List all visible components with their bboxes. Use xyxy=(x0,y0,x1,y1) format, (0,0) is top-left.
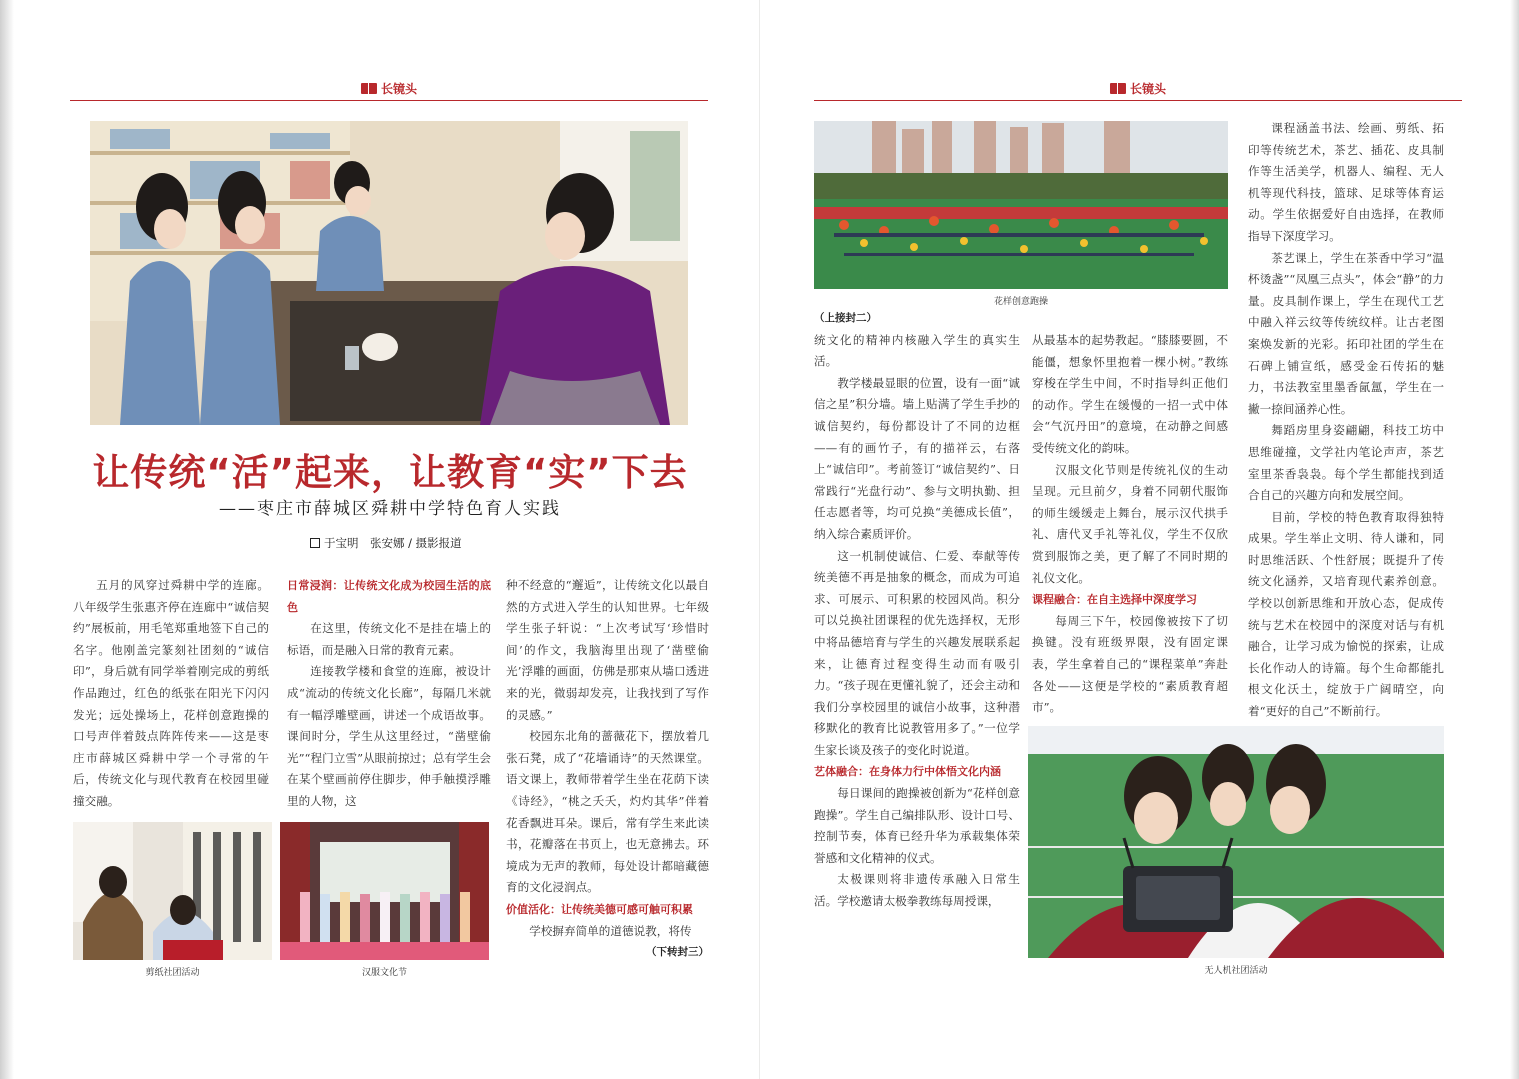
paragraph: 五月的风穿过舜耕中学的连廊。八年级学生张惠齐停在连廊中“诚信契约”展板前，用毛笔郑重地签下自己的名字。他刚盖完篆刻社团刻的“诚信印”，身后就有同学举着刚完成的剪纸作品跑过，红色的纸张在阳光下闪闪发光；远处操场上，花样创意跑操的口号声伴着鼓点阵阵传来——这是枣庄市薛城区舜耕中学一个寻常的午后，传统文化与现代教育在校园里碰撞交融。 xyxy=(73,578,269,808)
right-column-1 xyxy=(814,308,1020,913)
square-icon xyxy=(310,538,320,548)
paragraph: 学校摒弃简单的道德说教，将传 xyxy=(529,923,692,938)
papercut-photo xyxy=(73,822,272,960)
photo-caption: 花样创意跑操 xyxy=(993,297,1048,307)
paragraph: 校园东北角的蔷薇花下，摆放着几张石凳，成了“花墙诵诗”的天然课堂。语文课上，教师带着学生坐在花荫下读《诗经》，“桃之夭夭，灼灼其华”伴着花香飘进耳朵。课后，常有学生来此读书，花瓣落在书页上，也无意拂去。环境成为无声的教师，每处设计都暗藏德育的文化浸润点。 xyxy=(506,729,709,895)
paragraph: 课程涵盖书法、绘画、剪纸、拓印等传统艺术，茶艺、插花、皮具制作等生活美学，机器人、编程、无人机等现代科技，篮球、足球等体育运动。学生依据爱好自由选择，在教师指导下深度学习。 xyxy=(1248,121,1444,243)
book-icon xyxy=(361,83,377,94)
paragraph: 种不经意的“邂逅”，让传统文化以最自然的方式进入学生的认知世界。七年级学生张子轩说：“上次考试写‘珍惜时间’的作文，我脑海里出现了‘凿壁偷光’浮雕的画面，仿佛是那束从墙口透进来的光，微弱却发亮，让我找到了写作的灵感。” xyxy=(506,578,709,722)
photo-caption: 剪纸社团活动 xyxy=(145,968,200,978)
paragraph: 教学楼最显眼的位置，设有一面“诚信之星”积分墙。墙上贴满了学生手抄的诚信契约，每份都设计了不同的边框——有的画竹子，有的描祥云，右落上“诚信印”。考前签订“诚信契约”、日常践行“光盘行动”、参与文明执勤、担任志愿者等，均可兑换“美德成长值”，纳入综合素质评价。 xyxy=(814,375,1020,541)
byline xyxy=(310,535,462,551)
paragraph: 从最基本的起势教起。“膝膝要圆，不能僵，想象怀里抱着一棵小树。”教练穿梭在学生中间，不时指导纠正他们的动作。学生在缓慢的一招一式中体会“气沉丹田”的意境，在动静之间感受传统文化的韵味。 xyxy=(1032,333,1228,455)
hanfu-festival-photo xyxy=(280,822,489,960)
running-exercise-photo xyxy=(814,121,1228,289)
paragraph: 连接教学楼和食堂的连廊，被设计成“流动的传统文化长廊”，每隔几米就有一幅浮雕壁画，讲述一个成语故事。课间时分，学生从这里经过，“凿壁偷光”“程门立雪”从眼前掠过；总有学生会在某个壁画前停住脚步，伸手触摸浮雕里的人物，这 xyxy=(287,664,491,808)
right-column-2 xyxy=(1032,330,1228,719)
paragraph: 每周三下午，校园像被按下了切换键。没有班级界限，没有固定课表，学生拿着自己的“课程菜单”奔赴各处——这便是学校的“素质教育超市”。 xyxy=(1032,613,1228,715)
section-logo xyxy=(1110,80,1166,97)
paragraph: 每日课间的跑操被创新为“花样创意跑操”。学生自己编排队形、设计口号、控制节奏，体育已经升华为承载集体荣誉感和文化精神的仪式。 xyxy=(814,786,1020,865)
right-page xyxy=(760,0,1519,1079)
paragraph: 目前，学校的特色教育取得独特成果。学生举止文明、待人谦和，同时思维活跃、个性舒展；既提升了传统文化涵养，又培育现代素养创意。学校以创新思维和开放心态，促成传统与艺术在校园中的深度对话与有机融合，让学习成为愉悦的探索，让成长化作动人的诗篇。每个生命都能扎根文化沃土，绽放于广阔晴空，向着“更好的自己”不断前行。 xyxy=(1248,509,1444,719)
paragraph: 这一机制使诚信、仁爱、奉献等传统美德不再是抽象的概念，而成为可追求、可展示、可积累的校园风尚。积分可以兑换社团课程的优先选择权，无形中将品德培育与学生的兴趣发展联系起来，让德育过程变得生动而有吸引力。“孩子现在更懂礼貌了，还会主动和我们分享校园里的诚信小故事，这种潜移默化的教育比说教管用多了。”一位学生家长谈及孩子的变化时说道。 xyxy=(814,548,1020,757)
continued-note: （上接封二） xyxy=(814,312,877,324)
section-heading: 日常浸润：让传统文化成为校园生活的底色 xyxy=(287,579,491,614)
article-subtitle: ——枣庄市薛城区舜耕中学特色育人实践 xyxy=(219,499,561,519)
drone-club-photo xyxy=(1028,726,1444,958)
byline-text: 于宝明 张安娜 / 摄影报道 xyxy=(324,536,462,550)
section-label: 长镜头 xyxy=(1129,82,1167,96)
left-column-2 xyxy=(287,575,491,813)
page-edge-shadow xyxy=(1510,0,1519,1079)
left-header xyxy=(70,76,708,101)
paragraph: 舞蹈房里身姿翩翩，科技工坊中思维碰撞，文学社内笔论声声，茶艺室里茶香袅袅。每个学生都能找到适合自己的兴趣方向和发展空间。 xyxy=(1248,423,1444,503)
book-icon xyxy=(1110,83,1126,94)
photo-caption: 无人机社团活动 xyxy=(1204,966,1268,976)
paragraph: 汉服文化节则是传统礼仪的生动呈现。元旦前夕，身着不同朝代服饰的师生缓缓走上舞台，展示汉代拱手礼、唐代叉手礼等礼仪，学生不仅欣赏到服饰之美，更了解了不同时期的礼仪文化。 xyxy=(1032,462,1228,585)
paragraph: 统文化的精神内核融入学生的真实生活。 xyxy=(814,332,1020,369)
left-column-3 xyxy=(506,575,709,964)
left-column-1 xyxy=(73,575,269,813)
section-logo xyxy=(361,80,417,97)
paragraph: 在这里，传统文化不是挂在墙上的标语，而是融入日常的教育元素。 xyxy=(287,621,491,657)
section-heading: 课程融合：在自主选择中深度学习 xyxy=(1032,593,1197,607)
photo-caption: 汉服文化节 xyxy=(361,968,407,978)
right-column-3 xyxy=(1248,118,1444,723)
page-edge-shadow xyxy=(0,0,14,1079)
continued-note: （下转封三） xyxy=(646,946,709,959)
left-page xyxy=(0,0,759,1079)
paragraph: 太极课则将非遗传承融入日常生活。学校邀请太极拳教练每周授课， xyxy=(814,872,1020,909)
right-header xyxy=(814,76,1462,101)
tea-class-photo xyxy=(90,121,688,425)
paragraph: 茶艺课上，学生在茶香中学习“温杯烫盏”“凤凰三点头”，体会“静”的力量。皮具制作课上，学生在现代工艺中融入祥云纹等传统纹样。让古老图案焕发新的光彩。拓印社团的学生在石碑上铺宣纸，感受金石传拓的魅力，书法教室里墨香氤氲，学生在一撇一捺间涵养心性。 xyxy=(1248,250,1444,416)
section-heading: 价值活化：让传统美德可感可触可积累 xyxy=(506,902,693,916)
section-label: 长镜头 xyxy=(380,82,418,96)
section-heading: 艺体融合：在身体力行中体悟文化内涵 xyxy=(814,765,1001,779)
article-title: 让传统“活”起来，让教育“实”下去 xyxy=(92,451,688,494)
